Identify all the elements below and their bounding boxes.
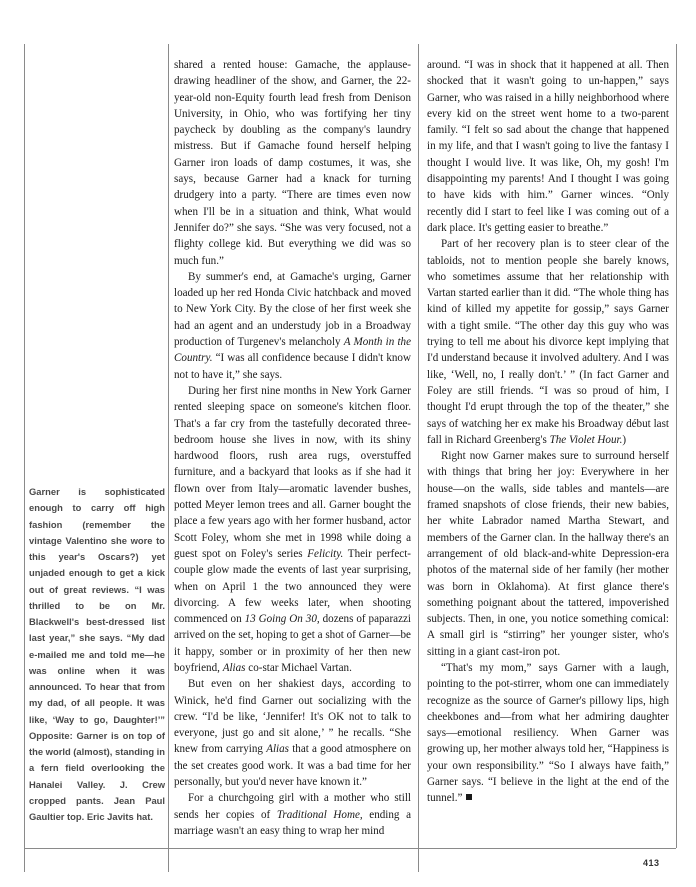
end-mark-icon	[466, 794, 472, 800]
paragraph: Part of her recovery plan is to steer clear of the tabloids, not to mention people she barely knows, who sometimes assume that her relationship with Vartan started earlier than it did. “The whole thing has kind of killed my appetite for gossip,” says Garner with a tight smile. “The other day this guy who was trying to tell me about his divorce kept implying that I'd understand because it involved adultery. And I was like, ‘Well, no, I really don't.’ ” (In fact Garner and Foley are still friends. “I was so proud of him, I thought I'd erupt through the top of the theater,” she says of watching her ex make his Broadway début last fall in Richard Greenberg's The Violet Hour.)	[427, 238, 669, 446]
italic-title: The Violet Hour.	[549, 433, 623, 446]
italic-title: Alias	[266, 743, 289, 756]
bottom-rule	[24, 848, 676, 849]
column-rule-middle	[418, 44, 419, 872]
photo-caption: Garner is sophisticated enough to carry off high fashion (remember the vintage Valentino she wore to this year's Oscars?) yet unjaded enough to get a kick out of great reviews. “I was thrilled to be on Mr. Blackwell's best-dressed list last year,” she says. “My dad e-mailed me and told me—he was online when it was announced. To hear that from my dad, of all people. It was like, ‘Way to go, Daughter!’” Opposite: Garner is on top of the world (almost), standing in a fern field overlooking the Hanalei Valley. J. Crew cropped pants. Jean Paul Gaultier top. Eric Javits hat.	[29, 486, 165, 822]
column-rule-left	[24, 44, 25, 872]
italic-title: Felicity.	[307, 547, 344, 560]
paragraph: around. “I was in shock that it happened at all. Then shocked that it wasn't going to un-happen,” says Garner, who was raised in a hilly neighborhood where every kid on the street went home to a two-parent family. “I felt so sad about the change that happened in my life, and that I wasn't going to live the fantasy I thought I would live. It was like, Oh, my gosh! I'm disappointing my parents! And I thought I was going to have kids with him.” Garner winces. “Only recently did I start to feel like I was coming out of a dark place. It's getting easier to breathe.”	[427, 59, 669, 234]
paragraph: “That's my mom,” says Garner with a laugh, pointing to the pot-stirrer, whom one can immediately recognize as the source of Garner's pillowy lips, high cheekbones and—from what her admiring daughter says—emotional resiliency. When Garner was growing up, her mother always told her, “Happiness is your own responsibility.” “So I always have faith,” Garner says. “I believe in the light at the end of the tunnel.”	[427, 661, 669, 805]
paragraph: shared a rented house: Gamache, the applause-drawing headliner of the show, and Garner, the 22-year-old non-Equity fourth lead fresh from Denison University, in Ohio, who was fortifying her tiny paycheck by doubling as the company's laundry mistress. But if Gamache found herself helping Garner iron loads of damp costumes, it was, she says, because Garner had a knack for turning drudgery into a party. “There are times even now when I'll be in a situation and think, What would Jennifer do?” she says. “She was very focused, not a flighty college kid. But everything we did was so much fun.”	[174, 59, 411, 267]
column-rule-caption	[168, 44, 169, 872]
paragraph: By summer's end, at Gamache's urging, Garner loaded up her red Honda Civic hatchback and moved to New York City. By the close of her first week she had an agent and an understudy job in a Broadway production of Turgenev's melancholy A Month in the Country. “I was all confidence because I didn't know not to have it,” she says.	[174, 270, 411, 381]
italic-title: Traditional Home,	[276, 808, 363, 821]
italic-title: Alias	[222, 661, 246, 674]
paragraph: But even on her shakiest days, according to Winick, he'd find Garner out socializing with the crew. “I'd be like, ‘Jennifer! It's OK not to talk to everyone, just go and sit alone,’ ” he recalls. “She knew from carrying Alias that a good atmosphere on the set creates good work. It was a bad time for her personally, but you'd never have known it.”	[174, 678, 412, 789]
italic-title: 13 Going On 30,	[244, 613, 320, 626]
italic-title: A Month in the Country.	[174, 336, 411, 365]
page-number: 413	[643, 858, 660, 868]
paragraph: During her first nine months in New York Garner rented sleeping space on someone's kitchen floor. That's a far cry from the tastefully decorated three-bedroom house she lives in now, with its shiny hardwood floors, rush area rugs, overstuffed furniture, and a backyard that looks as if she had it flown over from Italy—aromatic lavender bushes, potted Meyer lemon trees and all. Garner bought the place a few years ago with her former husband, actor Scott Foley, whom she met in 1998 while doing a guest spot on Foley's series Felicity. Their perfect-couple glow made the events of last year surprising, when on April 1 the two announced they were divorcing. A few weeks later, when shooting commenced on 13 Going On 30, dozens of paparazzi arrived on the set, hoping to get a shot of Garner—be it happy, somber or in proximity of her then new boyfriend, Alias co-star Michael Vartan.	[174, 384, 412, 674]
article-column-right	[427, 57, 669, 807]
column-rule-right	[676, 44, 677, 848]
paragraph: Right now Garner makes sure to surround herself with things that bring her joy: Everywhere in her house—on the walls, side tables and mantels—are framed snapshots of close friends, their new babies, her white Labrador named Martha Stewart, and members of the Garner clan. In the hallway there's an arrangement of old black-and-white Depression-era photos of the maternal side of her family (her mother was born in Oklahoma). At first glance there's something poignant about the tattered, impoverished subjects. Then, in one, you notice something comical: A small girl is “stirring” her younger sister, who's sitting in a giant cast-iron pot.	[427, 450, 669, 658]
paragraph: For a churchgoing girl with a mother who still sends her copies of Traditional Home, ending a marriage wasn't an easy thing to wrap her mind	[174, 792, 412, 837]
article-column-middle	[174, 57, 411, 839]
